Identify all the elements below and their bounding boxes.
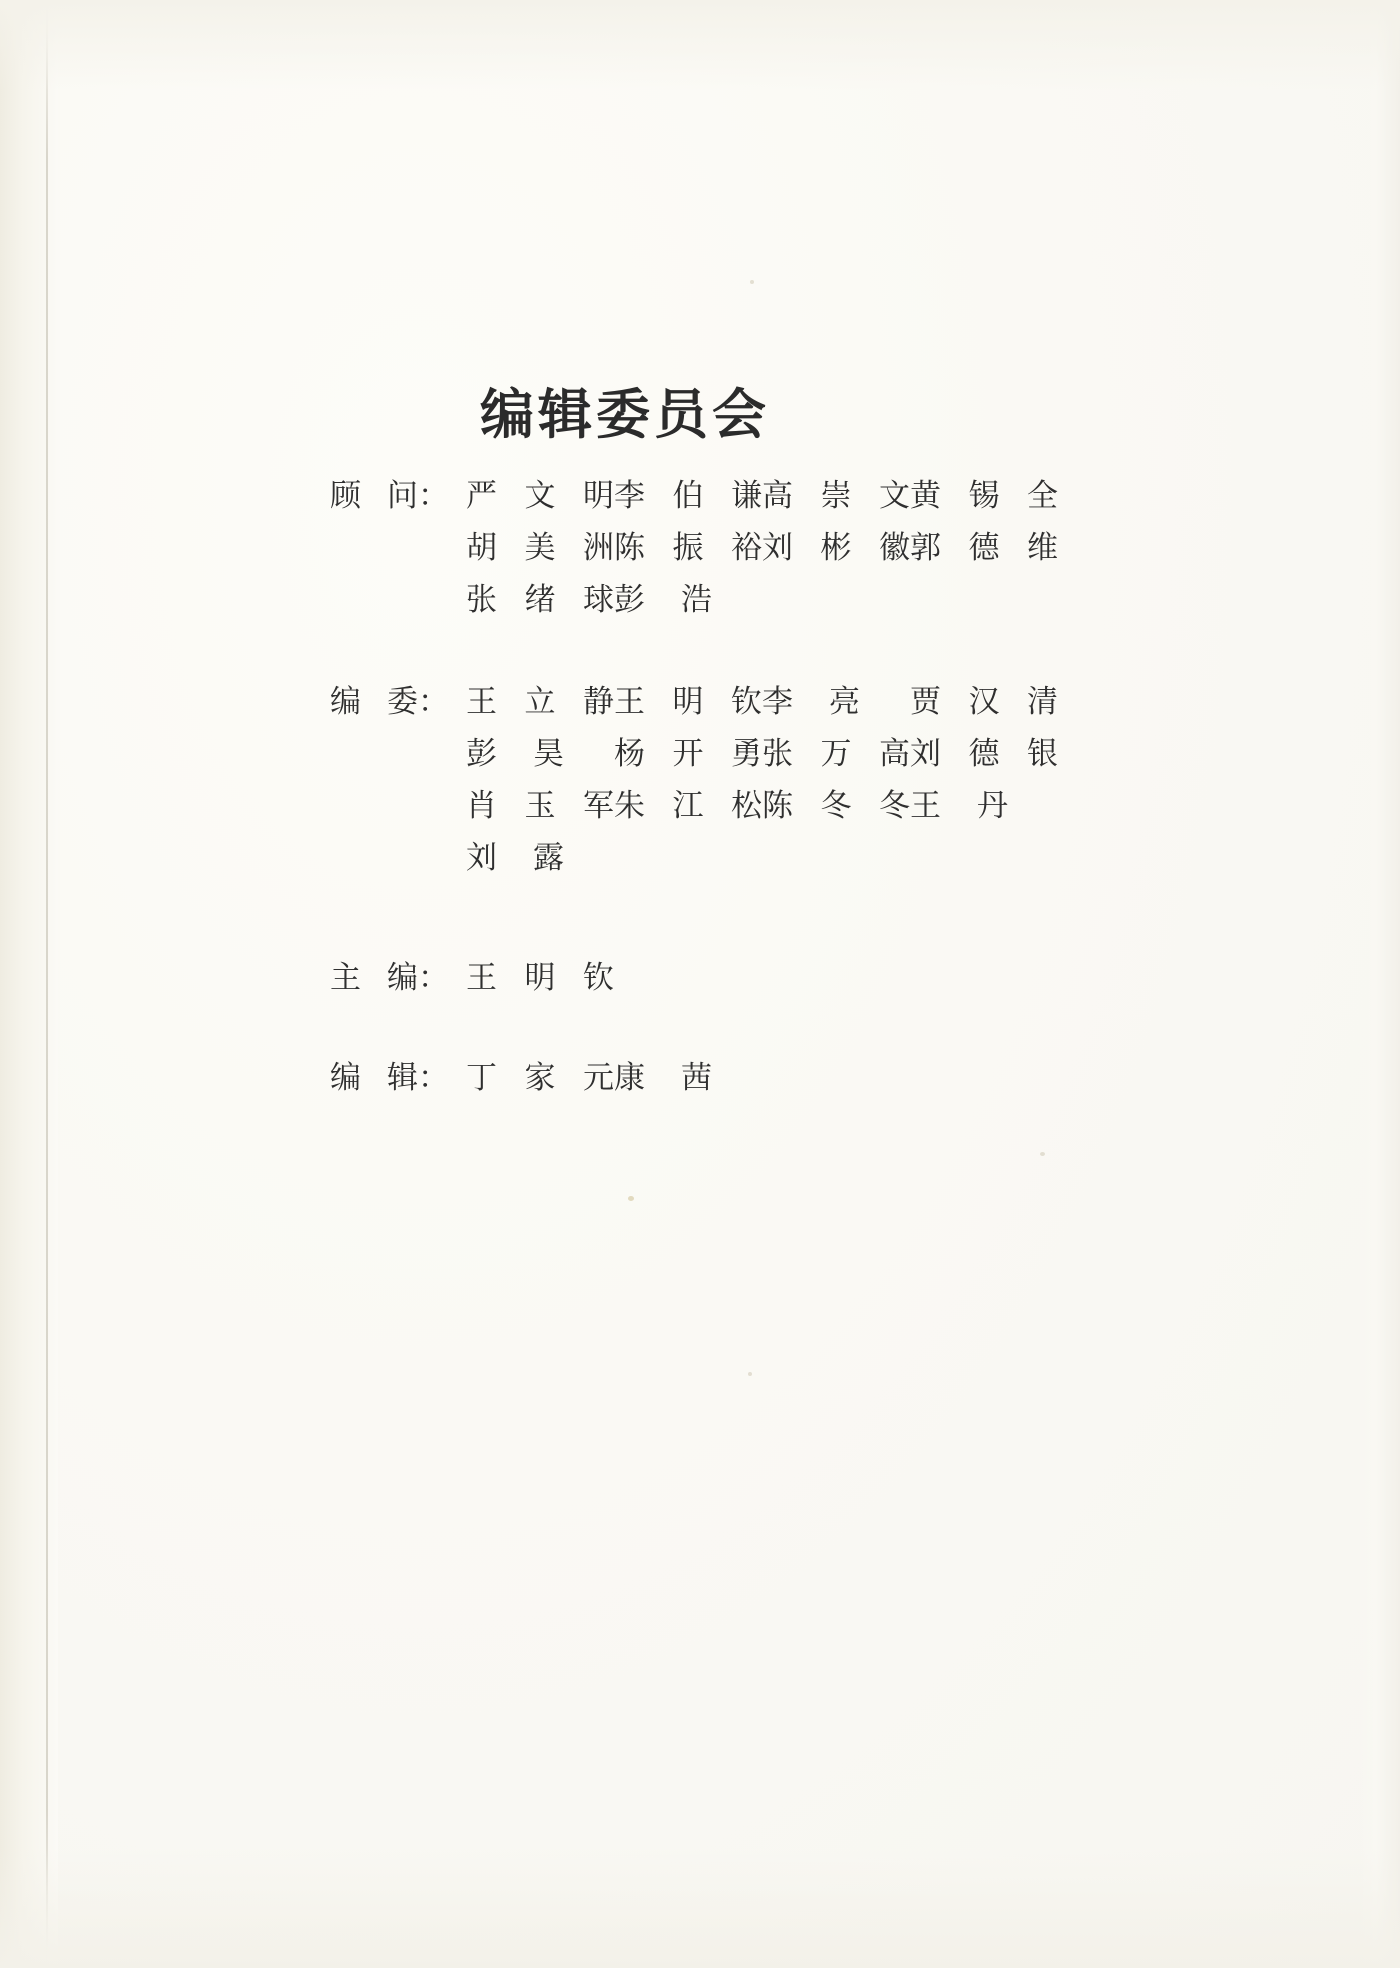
person-name: 王 立 静 [466,684,614,719]
name-list [466,676,1058,721]
person-name: 刘 彬 徽 [762,530,910,565]
section-row [330,574,1090,626]
person-name: 李 亮 [762,684,860,719]
person-name: 肖 玉 军 [466,788,614,823]
person-name: 严 文 明 [466,478,614,513]
person-name: 王 明 钦 [466,960,614,995]
section-label: 编 委： [330,684,449,719]
person-name: 贾 汉 清 [910,684,1058,719]
person-name: 高 崇 文 [762,478,910,513]
name-list [466,832,614,877]
name-list [466,780,1058,825]
name-list [466,470,1058,515]
person-name: 胡 美 洲 [466,530,614,565]
section-row [330,832,1090,884]
section-editorial-board [330,676,1090,884]
name-list [466,574,762,619]
section-row [330,522,1090,574]
section-label: 编 辑： [330,1060,449,1095]
person-name: 王 明 钦 [614,684,762,719]
section-row [330,780,1090,832]
section-row [330,1052,1090,1104]
section-editors [330,1052,1090,1104]
page-title-text: 编辑委员会 [480,385,770,445]
section-chief-editor [330,952,1090,1004]
person-name: 杨 开 勇 [614,736,762,771]
person-name: 刘 德 银 [910,736,1058,771]
person-name: 王 丹 [910,788,1008,823]
name-list [466,1052,762,1097]
section-row [330,728,1090,780]
person-name: 丁 家 元 [466,1060,614,1095]
person-name: 李 伯 谦 [614,478,762,513]
person-name: 陈 冬 冬 [762,788,910,823]
section-advisors [330,470,1090,626]
section-row [330,676,1090,728]
section-row [330,470,1090,522]
person-name: 彭 浩 [614,582,712,617]
person-name: 张 绪 球 [466,582,614,617]
person-name: 陈 振 裕 [614,530,762,565]
section-row [330,952,1090,1004]
person-name: 黄 锡 全 [910,478,1058,513]
person-name: 康 茜 [614,1060,712,1095]
name-list [466,952,614,997]
person-name: 彭 昊 [466,736,564,771]
section-label: 主 编： [330,960,449,995]
person-name: 朱 江 松 [614,788,762,823]
page-title [0,372,1400,449]
name-list [466,522,1058,567]
person-name: 张 万 高 [762,736,910,771]
person-name: 刘 露 [466,840,564,875]
person-name: 郭 德 维 [910,530,1058,565]
name-list [466,728,1058,773]
section-label: 顾 问： [330,478,449,513]
